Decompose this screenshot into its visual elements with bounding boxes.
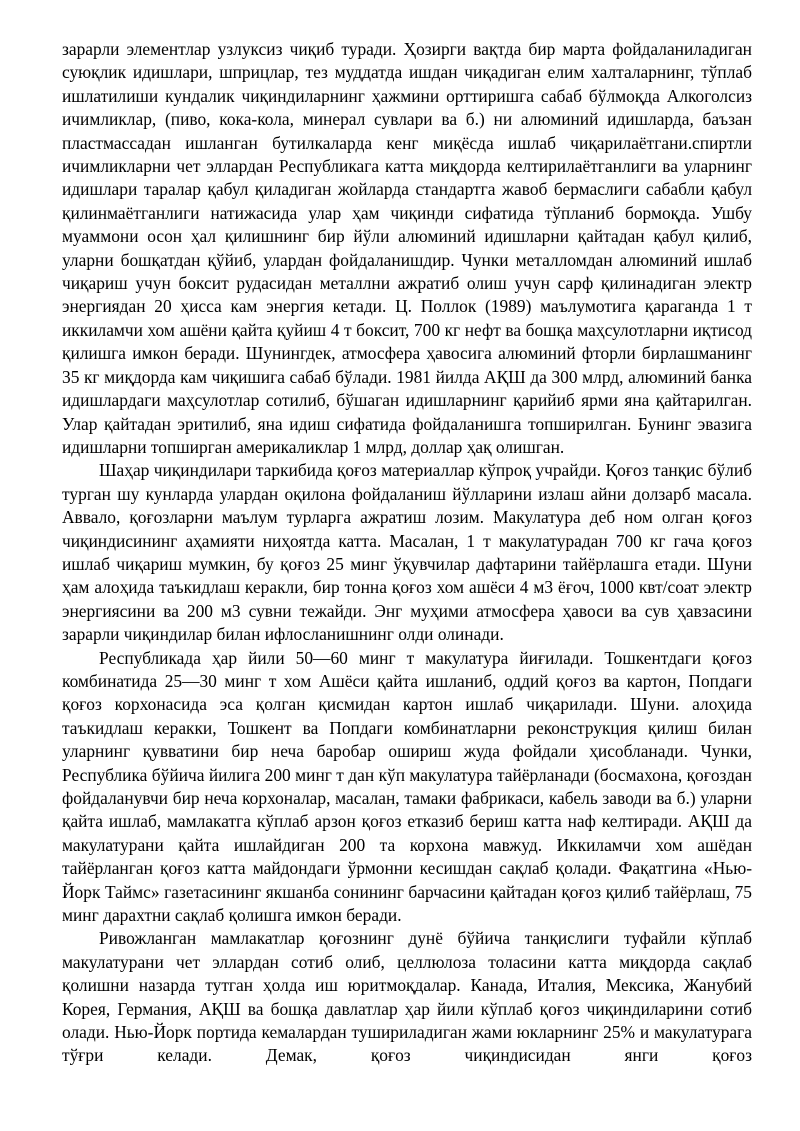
paragraph-2: Шаҳар чиқиндилари таркибида қоғоз материаллар кўпроқ учрайди. Қоғоз танқис бўлиб турган шу кунларда улардан оқилона фойдаланиш йўлларини излаш айни долзарб масала. Аввало, қоғозларни маълум турларга ажратиш лозим. Макулатура деб ном олган қоғоз чиқиндисининг аҳамияти ниҳоятда катта. Масалан, 1 т макулатурадан 700 кг гача қоғоз ишлаб чиқариш мумкин, бу қоғоз 25 минг ўқувчилар дафтарини тайёрлашга етади. Шуни ҳам алоҳида таъкидлаш керакли, бир тонна қоғоз хом ашёси 4 м3 ёғоч, 1000 квт/соат электр энергиясини ва 200 м3 сувни тежайди. Энг муҳими атмосфера ҳавоси ва сув ҳавзасини зарарли чиқиндилар билан ифлосланишнинг олди олинади. xyxy=(62,460,752,645)
paragraph-1: зарарли элементлар узлуксиз чиқиб туради. Ҳозирги вақтда бир марта фойдаланиладиган суюқлик идишлари, шприцлар, тез муддатда ишдан чиқадиган елим халталарнинг, тўплаб ишлатилиши кундалик чиқиндиларнинг ҳажмини орттиришга сабаб бўлмоқда Алкоголсиз ичимликлар, (пиво, кока-кола, минерал сувлари ва б.) ни алюминий идишларда, баъзан пластмассадан ишланган бутилкаларда кенг миқёсда ишлаб чиқарилаётгани.спиртли ичимликларни чет эллардан Республикага катта миқдорда келтирилаётганлиги ва уларнинг идишлари таралар қабул қиладиган жойларда стандартга жавоб бермаслиги сабабли қабул қилинмаётганлиги натижасида улар ҳам чиқинди сифатида тўпланиб бормоқда. Ушбу муаммони осон ҳал қилишнинг бир йўли алюминий идишларни қайтадан қабул қилиб, уларни бошқатдан қўйиб, улардан фойдаланишдир. Чунки металломдан алюминий ишлаб чиқариш учун боксит рудасидан металлни ажратиб олиш учун сарф қилинадиган электр энергиядан 20 ҳисса кам энергия кетади. Ц. Поллок (1989) маълумотига қараганда 1 т иккиламчи хом ашёни қайта қуйиш 4 т боксит, 700 кг нефт ва бошқа маҳсулотларни иқтисод қилишга имкон беради. Шунингдек, атмосфера ҳавосига алюминий фторли бирлашманинг 35 кг миқдорда кам чиқишига сабаб бўлади. 1981 йилда АҚШ да 300 млрд, алюминий банка идишлардаги маҳсулотлар сотилиб, бўшаган идишларнинг қарийиб ярми яна қайтарилган. Улар қайтадан эритилиб, яна идиш сифатида фойдаланишга топширилган. Бунинг эвазига идишларни топширган америкаликлар 1 млрд, доллар ҳақ олишган. xyxy=(62,39,752,457)
paragraph-3: Республикада ҳар йили 50—60 минг т макулатура йиғилади. Тошкентдаги қоғоз комбинатида 25—30 минг т хом Ашёси қайта ишланиб, оддий қоғоз ва картон, Попдаги қоғоз корхонасида эса қолган қисмидан картон ишлаб чиқарилади. Шуни. алоҳида таъкидлаш керакки, Тошкент ва Попдаги комбинатларни реконструкция қилиш билан уларнинг қувватини бир неча баробар ошириш жуда фойдали ҳисобланади. Чунки, Республика бўйича йилига 200 минг т дан кўп макулатура тайёрланади (босмахона, қоғоздан фойдаланувчи бир неча корхоналар, масалан, тамаки фабрикаси, кабель заводи ва б.) уларни қайта ишлаб, мамлакатга кўплаб арзон қоғоз етказиб бериш катта наф келтиради. АҚШ да макулатурани қайта ишлайдиган 200 та корхона мавжуд. Иккиламчи хом ашёдан тайёрланган қоғоз катта майдондаги ўрмонни кесишдан сақлаб қолади. Фақатгина «Нью-Йорк Таймс» газетасининг якшанба сонининг барчасини қайтадан қоғоз қилиб тайёрлаш, 75 минг дарахтни сақлаб қолишга имкон беради. xyxy=(62,647,752,926)
paragraph-4: Ривожланган мамлакатлар қоғознинг дунё бўйича танқислиги туфайли кўплаб макулатурани чет эллардан сотиб олиб, целлюлоза толасини катта миқдорда сақлаб қолишни назарда тутган ҳолда иш юритмоқдалар. Канада, Италия, Мексика, Жанубий Корея, Германия, АҚШ ва бошқа давлатлар ҳар йили кўплаб қоғоз чиқиндиларини сотиб олади. Нью-Йорк портида кемалардан тушириладиган жами юкларнинг 25% и макулатурага тўғри келади. Демак, қоғоз чиқиндисидан янги қоғоз xyxy=(62,928,752,1066)
document-page xyxy=(62,38,752,1068)
